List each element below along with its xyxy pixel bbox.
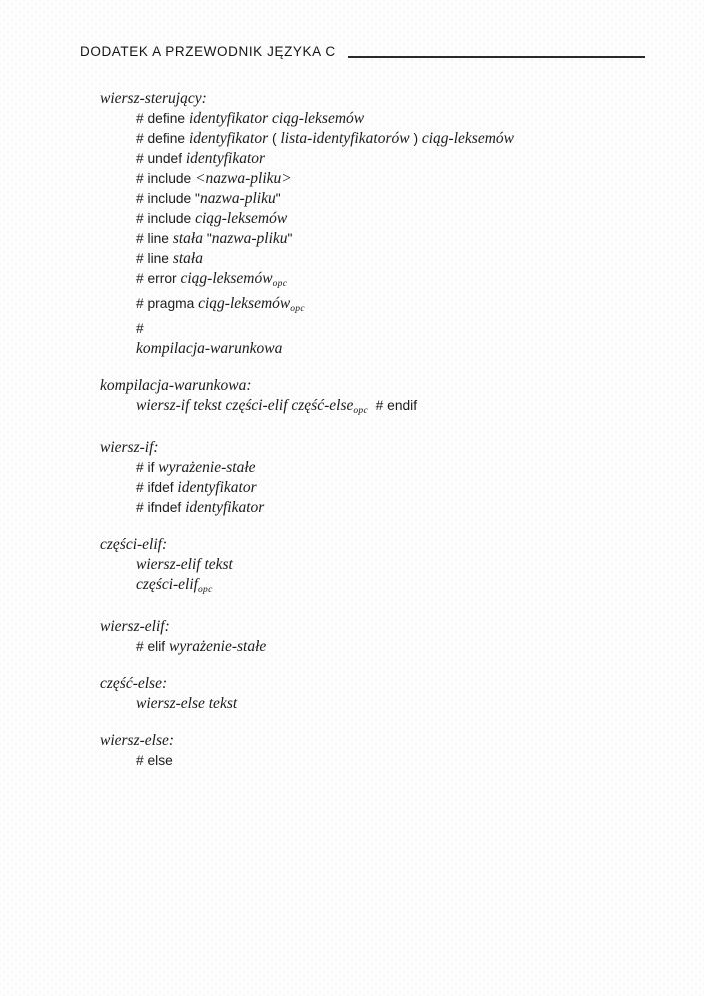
nonterminal-text: identyfikator	[188, 130, 273, 147]
grammar-production-line	[100, 189, 645, 209]
nonterminal-text: identyfikator	[177, 479, 257, 496]
terminal-text: # elif	[136, 639, 169, 654]
page-header	[80, 44, 645, 60]
grammar-production-line	[100, 555, 645, 575]
grammar-production-line	[100, 498, 645, 518]
grammar-rule-name: wiersz-elif:	[100, 618, 170, 635]
nonterminal-text: wyrażenie-stałe	[168, 638, 267, 655]
grammar-production-line	[100, 575, 645, 600]
terminal-text: # pragma	[136, 296, 199, 311]
terminal-text: # include "	[136, 191, 200, 206]
nonterminal-text: części-elif	[136, 576, 198, 593]
grammar-block	[100, 376, 645, 421]
grammar-block	[100, 674, 645, 714]
header-rule-line	[348, 56, 645, 58]
nonterminal-text: <nazwa-pliku>	[195, 170, 292, 187]
terminal-text: # line	[136, 231, 173, 246]
nonterminal-text: wiersz-else tekst	[136, 695, 238, 712]
terminal-text: "	[287, 231, 293, 246]
terminal-text: )	[409, 131, 422, 146]
grammar-production-line	[100, 209, 645, 229]
nonterminal-text: identyfikator	[185, 150, 266, 167]
grammar-block	[100, 535, 645, 600]
terminal-text: # error	[136, 271, 181, 286]
terminal-text: # ifndef	[136, 500, 186, 515]
nonterminal-text: stała	[172, 250, 203, 267]
grammar-production-line	[100, 478, 645, 498]
terminal-text: # undef	[136, 151, 186, 166]
grammar-production-line	[100, 249, 645, 269]
nonterminal-text: ciąg-leksemów	[180, 270, 273, 287]
grammar-production-line	[100, 339, 645, 359]
terminal-text: # include	[136, 211, 196, 226]
grammar-rule-name: części-elif:	[100, 536, 168, 553]
nonterminal-text: ciąg-leksemów	[198, 295, 291, 312]
grammar-block	[100, 438, 645, 518]
grammar-production-line	[100, 751, 645, 771]
grammar-production-line	[100, 694, 645, 714]
grammar-rule-name: część-else:	[100, 675, 168, 692]
grammar-production-line	[100, 229, 645, 249]
optional-subscript: opc	[197, 585, 213, 595]
nonterminal-text: identyfikator ciąg-leksemów	[188, 110, 365, 127]
terminal-text: "	[275, 191, 281, 206]
grammar-production-line	[100, 149, 645, 169]
terminal-text: (	[272, 131, 281, 146]
grammar-production-line	[100, 319, 645, 339]
nonterminal-text: kompilacja-warunkowa	[136, 340, 283, 357]
terminal-text: "	[206, 231, 212, 246]
terminal-text: #	[136, 321, 144, 336]
nonterminal-text: lista-identyfikatorów	[280, 130, 410, 147]
nonterminal-text: wiersz-if tekst części-elif część-else	[136, 397, 354, 414]
grammar-rule-name: wiersz-sterujący:	[100, 90, 207, 107]
grammar-production-line	[100, 269, 645, 294]
terminal-text: # define	[136, 131, 189, 146]
grammar-production-line	[100, 294, 645, 319]
grammar-rule-name: wiersz-if:	[100, 439, 159, 456]
grammar-block	[100, 617, 645, 657]
grammar-rule-name: kompilacja-warunkowa:	[100, 377, 252, 394]
optional-subscript: opc	[353, 406, 368, 416]
nonterminal-text: identyfikator	[185, 499, 265, 516]
optional-subscript: opc	[272, 279, 288, 289]
nonterminal-text: nazwa-pliku	[211, 230, 288, 247]
nonterminal-text: wiersz-elif tekst	[136, 556, 233, 573]
grammar-block	[100, 731, 645, 771]
optional-subscript: opc	[290, 304, 305, 314]
nonterminal-text: ciąg-leksemów	[195, 210, 288, 227]
grammar-production-line	[100, 109, 645, 129]
nonterminal-text: stała	[172, 230, 207, 247]
grammar-production-line	[100, 169, 645, 189]
grammar-production-line	[100, 396, 645, 421]
terminal-text: # endif	[367, 398, 418, 413]
grammar-block	[100, 89, 645, 359]
terminal-text: # else	[136, 753, 173, 768]
grammar-production-line	[100, 129, 645, 149]
terminal-text: # line	[136, 251, 173, 266]
nonterminal-text: ciąg-leksemów	[421, 130, 514, 147]
terminal-text: # include	[136, 171, 196, 186]
grammar-rule-name: wiersz-else:	[100, 732, 175, 749]
terminal-text: # define	[136, 111, 189, 126]
running-head-title: DODATEK A PRZEWODNIK JĘZYKA C	[80, 44, 336, 59]
grammar-production-line	[100, 637, 645, 657]
grammar-listing	[100, 89, 645, 771]
terminal-text: # if	[136, 460, 159, 475]
terminal-text: # ifdef	[136, 480, 178, 495]
nonterminal-text: wyrażenie-stałe	[158, 459, 256, 476]
nonterminal-text: nazwa-pliku	[199, 190, 276, 207]
grammar-production-line	[100, 458, 645, 478]
